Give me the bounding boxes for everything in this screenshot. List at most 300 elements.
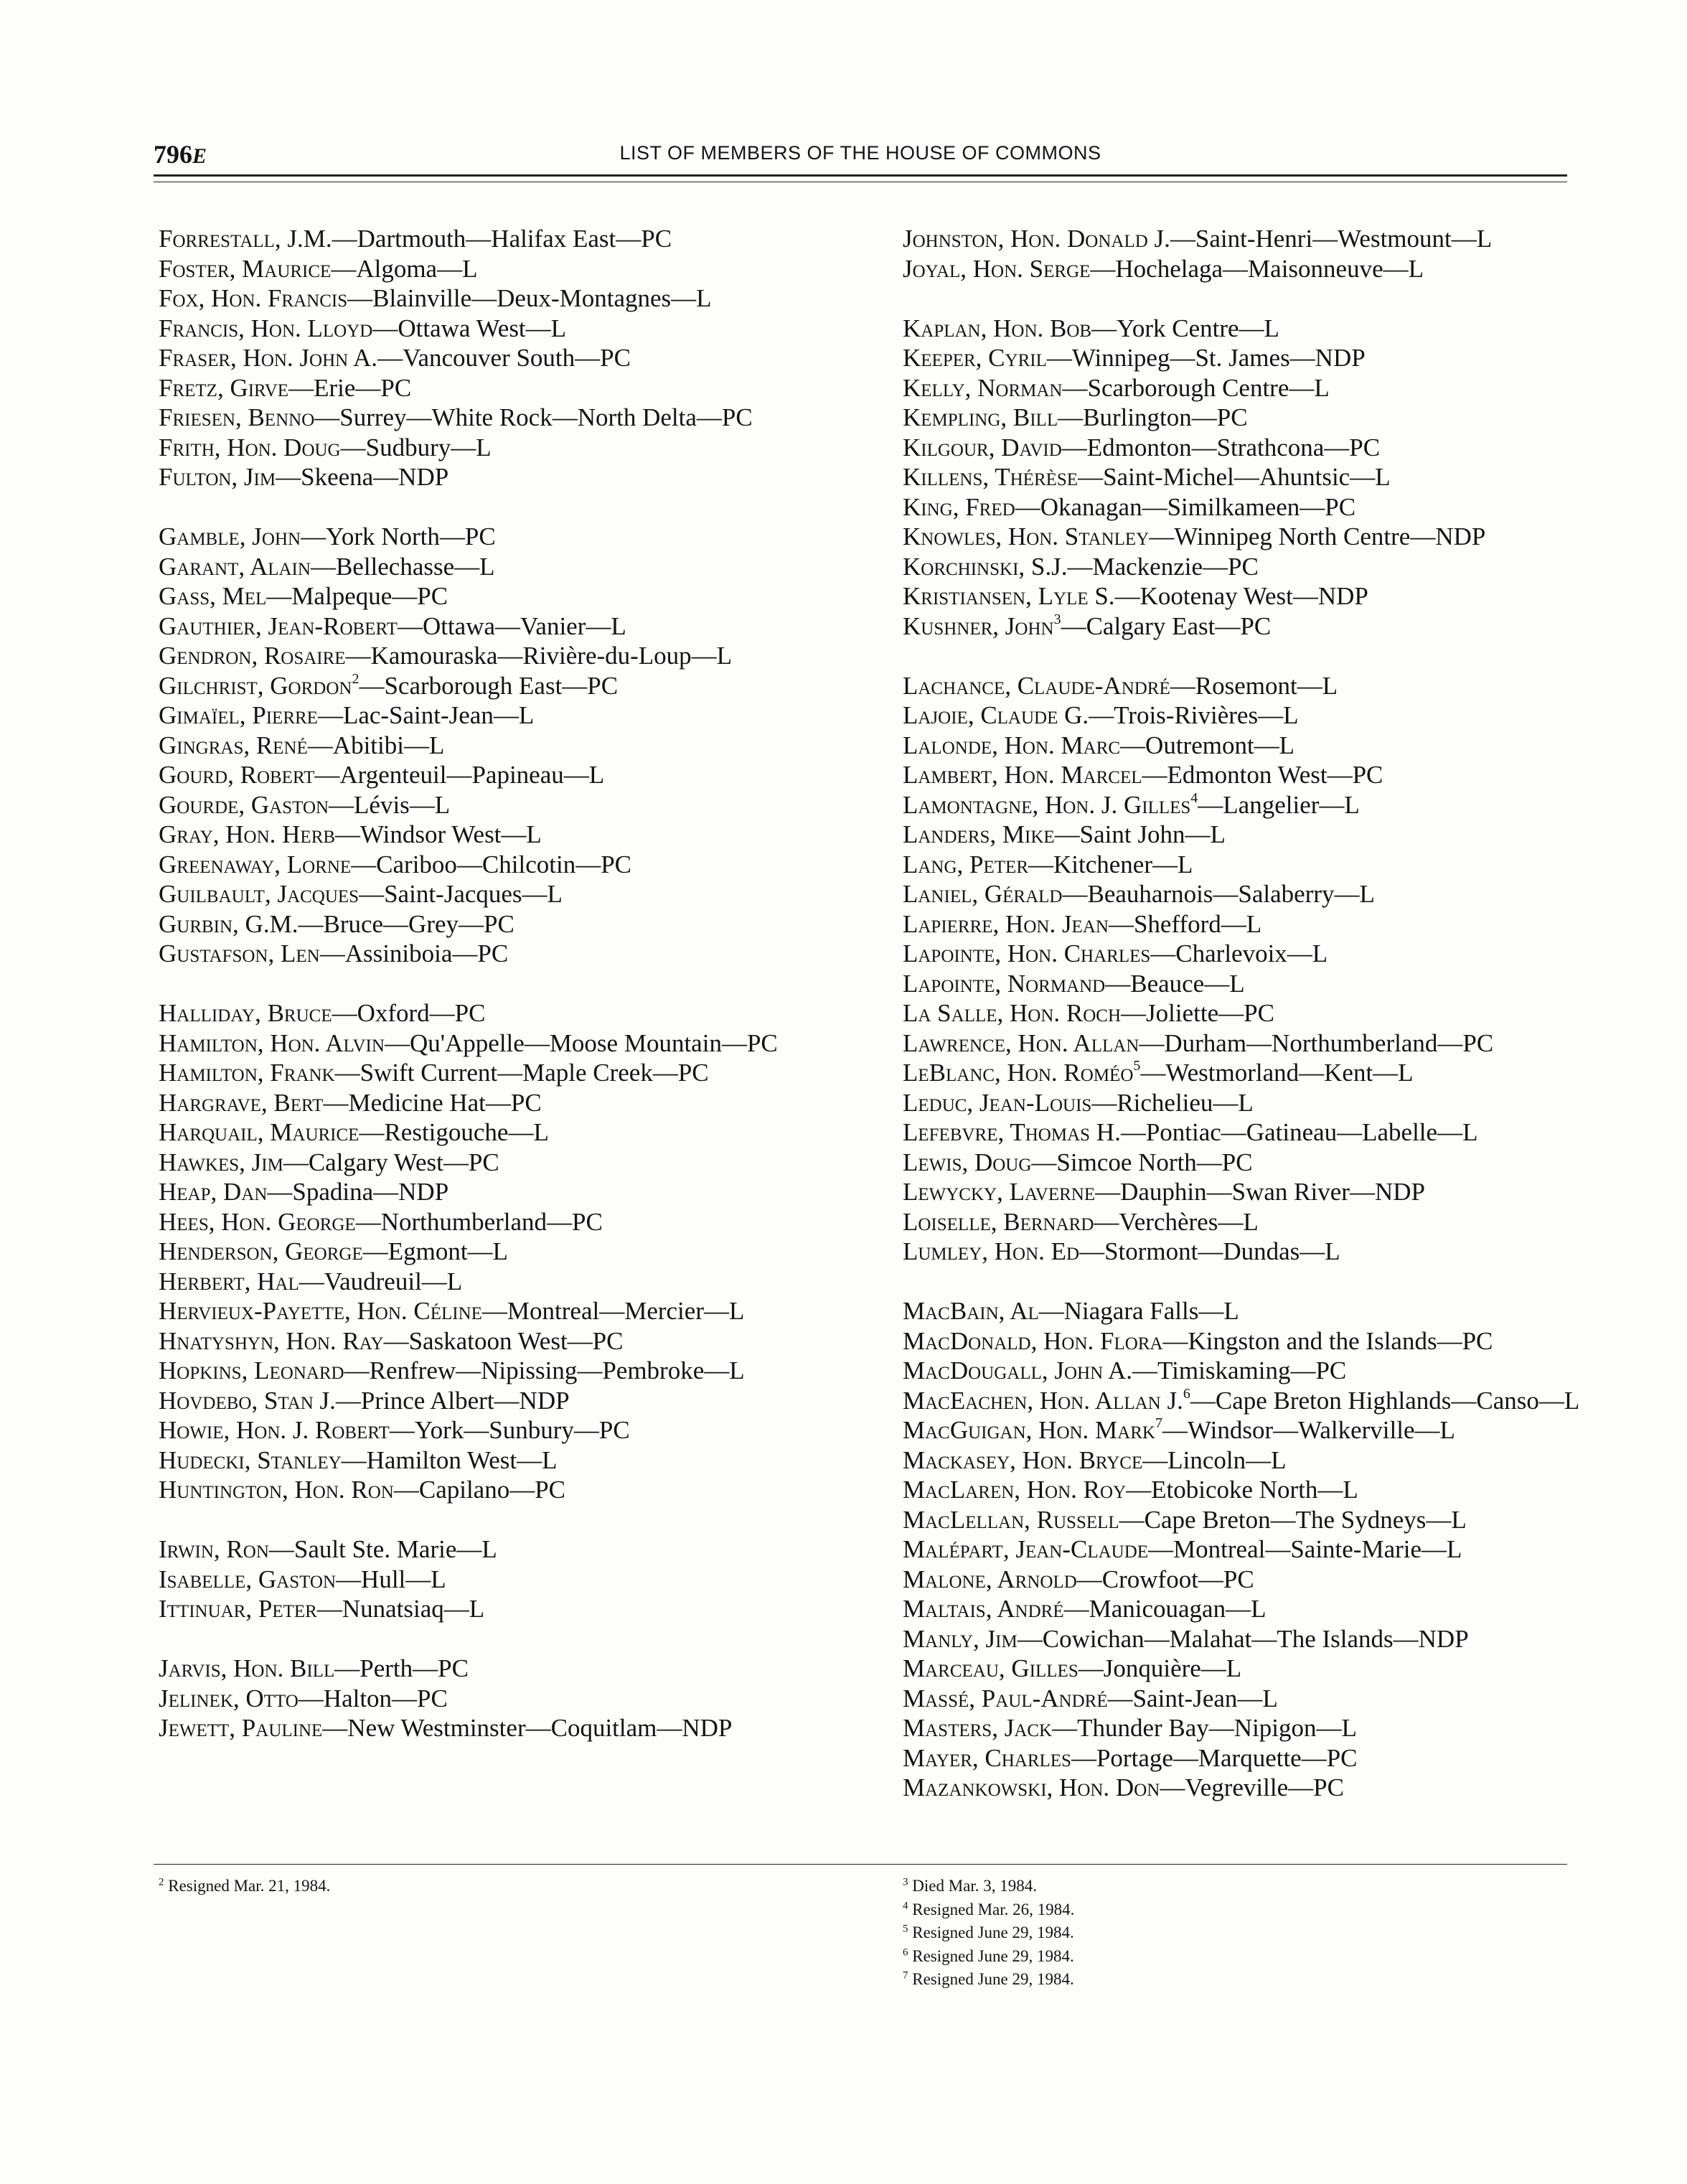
member-name: Hawkes, Jim (159, 1148, 283, 1176)
member-name: Lumley, Hon. Ed (903, 1237, 1080, 1265)
riding-party: —Dartmouth—Halifax East—PC (332, 225, 672, 253)
footnote-text: Resigned June 29, 1984. (908, 1970, 1074, 1988)
member-name: Howie, Hon. J. Robert (159, 1416, 390, 1444)
member-name: Kaplan, Hon. Bob (903, 314, 1092, 342)
member-name: Knowles, Hon. Stanley (903, 522, 1150, 550)
riding-party: —Argenteuil—Papineau—L (314, 761, 605, 789)
member-entry (159, 1267, 862, 1297)
footnote-number: 3 (903, 1876, 908, 1888)
member-name: Mazankowski, Hon. Don (903, 1773, 1160, 1801)
riding-party: —York—Sunbury—PC (389, 1416, 630, 1444)
member-entry (903, 1356, 1606, 1386)
member-name: Henderson, George (159, 1237, 363, 1265)
footnote-text: Resigned June 29, 1984. (908, 1946, 1074, 1965)
member-entry (159, 1177, 862, 1207)
riding-party: —Renfrew—Nipissing—Pembroke—L (344, 1356, 745, 1384)
riding-party: —Kootenay West—NDP (1114, 582, 1368, 610)
running-title: LIST OF MEMBERS OF THE HOUSE OF COMMONS (619, 142, 1101, 164)
footnote-text: Resigned Mar. 26, 1984. (908, 1900, 1075, 1918)
riding-party: —Simcoe North—PC (1031, 1148, 1253, 1176)
footnote-ref: 3 (1053, 611, 1061, 627)
member-name: Malépart, Jean-Claude (903, 1535, 1149, 1563)
riding-party: —Rosemont—L (1170, 671, 1338, 700)
riding-party: —Beauce—L (1105, 969, 1245, 998)
member-name: Gurbin, G.M. (159, 909, 299, 938)
member-entry (159, 433, 862, 463)
member-name: Lapointe, Hon. Charles (903, 939, 1151, 967)
member-entry (903, 343, 1606, 373)
footnote-number: 2 (159, 1876, 164, 1888)
riding-party: —Niagara Falls—L (1038, 1297, 1239, 1325)
member-name: Gilchrist, Gordon (159, 671, 352, 700)
page-number: 796E (154, 140, 207, 169)
member-entry (903, 611, 1606, 642)
member-entry (159, 820, 862, 850)
riding-party: —Saint John—L (1054, 820, 1226, 848)
member-name: Garant, Alain (159, 552, 311, 581)
member-entry (159, 790, 862, 820)
riding-party: —Ottawa—Vanier—L (397, 611, 626, 640)
member-name: Lalonde, Hon. Marc (903, 731, 1121, 759)
riding-party: —Vaudreuil—L (299, 1267, 463, 1295)
riding-party: —Shefford—L (1108, 909, 1262, 938)
member-name: Ittinuar, Peter (159, 1595, 317, 1623)
member-name: Hamilton, Hon. Alvin (159, 1028, 385, 1057)
member-entry (903, 1773, 1606, 1803)
riding-party: —Manicouagan—L (1063, 1595, 1267, 1623)
riding-party: —Westmorland—Kent—L (1140, 1059, 1414, 1087)
riding-party: —Lévis—L (329, 790, 451, 819)
member-name: MacGuigan, Hon. Mark (903, 1416, 1155, 1444)
member-entry (159, 403, 862, 433)
section-gap (159, 1505, 862, 1535)
member-entry (903, 1684, 1606, 1714)
riding-party: —Pontiac—Gatineau—Labelle—L (1120, 1118, 1478, 1146)
member-name: Frith, Hon. Doug (159, 433, 341, 461)
riding-party: —Stormont—Dundas—L (1079, 1237, 1340, 1265)
footnote-text: Died Mar. 3, 1984. (908, 1877, 1038, 1895)
member-name: Francis, Hon. Lloyd (159, 314, 373, 342)
member-name: Killens, Thérèse (903, 463, 1079, 491)
member-entry (903, 1654, 1606, 1684)
riding-party: —Northumberland—PC (355, 1207, 603, 1236)
riding-party: —Edmonton—Strathcona—PC (1061, 433, 1381, 461)
member-entry (159, 1237, 862, 1267)
riding-party: —Egmont—L (362, 1237, 508, 1265)
riding-party: —Kamouraska—Rivière-du-Loup—L (345, 642, 733, 670)
member-name: Harquail, Maurice (159, 1118, 360, 1146)
footnote-ref: 4 (1190, 789, 1198, 806)
member-name: Gimaïel, Pierre (159, 701, 318, 729)
footnote-number: 7 (903, 1969, 908, 1982)
member-name: Marceau, Gilles (903, 1654, 1079, 1682)
member-name: Greenaway, Lorne (159, 850, 352, 878)
section-gap (159, 492, 862, 522)
riding-party: —Edmonton West—PC (1142, 761, 1383, 789)
riding-party: —Charlevoix—L (1150, 939, 1328, 967)
riding-party: —Windsor—Walkerville—L (1162, 1416, 1455, 1444)
member-name: Mayer, Charles (903, 1743, 1071, 1772)
riding-party: —Trois-Rivières—L (1089, 701, 1299, 729)
header-rule-thick (154, 174, 1567, 177)
member-name: Gauthier, Jean-Robert (159, 611, 398, 640)
member-name: Gamble, John (159, 522, 301, 550)
member-name: Heap, Dan (159, 1178, 268, 1206)
member-entry (159, 314, 862, 344)
member-name: Kushner, John (903, 611, 1054, 640)
member-name: Keeper, Cyril (903, 344, 1047, 372)
member-entry (903, 700, 1606, 731)
member-entry (903, 1028, 1606, 1059)
member-entry (159, 731, 862, 761)
member-name: Lang, Peter (903, 850, 1028, 878)
riding-party: —Algoma—L (331, 254, 478, 283)
member-entry (903, 1058, 1606, 1088)
member-name: Landers, Mike (903, 820, 1055, 848)
riding-party: —Saint-Michel—Ahuntsic—L (1078, 463, 1391, 491)
member-entry (903, 1296, 1606, 1326)
member-name: Hargrave, Bert (159, 1088, 324, 1117)
riding-party: —Durham—Northumberland—PC (1139, 1028, 1494, 1057)
member-entry (159, 641, 862, 671)
riding-party: —Crowfoot—PC (1076, 1565, 1254, 1593)
riding-party: —Skeena—NDP (276, 463, 449, 491)
riding-party: —Saint-Jean—L (1107, 1684, 1278, 1712)
member-entry (159, 1415, 862, 1445)
member-name: Lawrence, Hon. Allan (903, 1028, 1139, 1057)
riding-party: —New Westminster—Coquitlam—NDP (322, 1714, 733, 1742)
member-entry (903, 1505, 1606, 1535)
member-entry (903, 1713, 1606, 1743)
member-entry (903, 998, 1606, 1028)
member-entry (159, 373, 862, 403)
member-name: Mackasey, Hon. Bryce (903, 1445, 1143, 1474)
riding-party: —Saint-Jacques—L (359, 880, 563, 908)
member-name: Manly, Jim (903, 1624, 1018, 1653)
riding-party: —Halton—PC (298, 1684, 448, 1712)
section-gap (159, 969, 862, 999)
riding-party: —Vancouver South—PC (377, 344, 631, 372)
member-entry (159, 939, 862, 969)
member-entry (903, 433, 1606, 463)
member-name: Jelinek, Otto (159, 1684, 299, 1712)
member-name: Massé, Paul-André (903, 1684, 1108, 1712)
riding-party: —Timiskaming—PC (1132, 1356, 1347, 1384)
member-entry (159, 552, 862, 582)
member-entry (903, 939, 1606, 969)
member-entry (903, 1624, 1606, 1654)
member-name: Fretz, Girve (159, 373, 289, 402)
member-name: Halliday, Bruce (159, 999, 332, 1027)
member-entry (159, 879, 862, 909)
member-entry (159, 1326, 862, 1356)
member-name: La Salle, Hon. Roch (903, 999, 1122, 1027)
member-name: Johnston, Hon. Donald J. (903, 225, 1170, 253)
member-name: Maltais, André (903, 1595, 1064, 1623)
riding-party: —Cape Breton Highlands—Canso—L (1190, 1386, 1580, 1415)
member-name: Hervieux-Payette, Hon. Céline (159, 1297, 482, 1325)
member-name: Masters, Jack (903, 1714, 1053, 1742)
riding-party: —Ottawa West—L (372, 314, 567, 342)
member-name: Gendron, Rosaire (159, 642, 346, 670)
member-entry (903, 1207, 1606, 1237)
riding-party: —Etobicoke North—L (1126, 1476, 1358, 1504)
section-gap (159, 1624, 862, 1654)
footnote-ref: 2 (352, 670, 360, 687)
member-name: Herbert, Hal (159, 1267, 299, 1295)
member-entry (903, 731, 1606, 761)
riding-party: —Malpeque—PC (266, 582, 448, 610)
riding-party: —Winnipeg—St. James—NDP (1046, 344, 1366, 372)
riding-party: —Lincoln—L (1142, 1445, 1287, 1474)
member-name: Jewett, Pauline (159, 1714, 323, 1742)
riding-party: —Scarborough Centre—L (1062, 373, 1330, 402)
riding-party: —Bellechasse—L (310, 552, 495, 581)
member-name: Gray, Hon. Herb (159, 820, 336, 848)
member-entry (159, 254, 862, 284)
riding-party: —Nunatsiaq—L (316, 1595, 485, 1623)
member-name: Lewis, Doug (903, 1148, 1032, 1176)
riding-party: —Medicine Hat—PC (323, 1088, 542, 1117)
footnote (903, 1968, 1074, 1992)
member-entry (903, 581, 1606, 611)
member-name: LeBlanc, Hon. Roméo (903, 1059, 1134, 1087)
riding-party: —Hochelaga—Maisonneuve—L (1090, 254, 1424, 283)
member-entry (903, 909, 1606, 939)
member-entry (903, 373, 1606, 403)
riding-party: —Saskatoon West—PC (383, 1326, 624, 1355)
member-name: Gourde, Gaston (159, 790, 329, 819)
member-entry (159, 850, 862, 880)
riding-party: —Restigouche—L (359, 1118, 549, 1146)
member-entry (159, 1356, 862, 1386)
riding-party: —Capilano—PC (393, 1476, 566, 1504)
member-entry (159, 909, 862, 939)
member-entry (903, 254, 1606, 284)
member-entry (159, 283, 862, 314)
member-name: Fraser, Hon. John A. (159, 344, 378, 372)
footnote-text: Resigned Mar. 21, 1984. (164, 1877, 331, 1895)
member-name: King, Fred (903, 492, 1015, 521)
footnote-number: 6 (903, 1946, 908, 1958)
riding-party: —Hamilton West—L (341, 1445, 558, 1474)
member-entry (159, 1296, 862, 1326)
riding-party: —Montreal—Sainte-Marie—L (1148, 1535, 1462, 1563)
member-entry (903, 850, 1606, 880)
member-entry (903, 879, 1606, 909)
member-entry (903, 820, 1606, 850)
member-entry (159, 1088, 862, 1118)
member-entry (159, 1058, 862, 1088)
member-name: Isabelle, Gaston (159, 1565, 337, 1593)
member-entry (903, 1534, 1606, 1565)
member-name: Hamilton, Frank (159, 1059, 335, 1087)
page-header (154, 135, 1567, 171)
member-name: Friesen, Benno (159, 403, 315, 431)
riding-party: —Kitchener—L (1028, 850, 1193, 878)
riding-party: —Calgary East—PC (1061, 611, 1272, 640)
riding-party: —Kingston and the Islands—PC (1162, 1326, 1493, 1355)
member-entry (903, 403, 1606, 433)
footnote (159, 1875, 330, 1898)
member-name: MacLaren, Hon. Roy (903, 1476, 1127, 1504)
riding-party: —Thunder Bay—Nipigon—L (1052, 1714, 1357, 1742)
member-name: Hees, Hon. George (159, 1207, 356, 1236)
member-name: Leduc, Jean-Louis (903, 1088, 1092, 1117)
members-column-right (903, 224, 1606, 1803)
riding-party: —Sault Ste. Marie—L (268, 1535, 497, 1563)
section-gap (903, 641, 1606, 671)
member-name: Lewycky, Laverne (903, 1178, 1096, 1206)
riding-party: —Beauharnois—Salaberry—L (1062, 880, 1375, 908)
riding-party: —Montreal—Mercier—L (481, 1297, 745, 1325)
member-entry (159, 1386, 862, 1416)
members-column-left (159, 224, 862, 1743)
member-entry (903, 1237, 1606, 1267)
member-name: Hopkins, Leonard (159, 1356, 344, 1384)
riding-party: —Burlington—PC (1058, 403, 1248, 431)
member-name: Irwin, Ron (159, 1535, 269, 1563)
member-name: Gingras, René (159, 731, 308, 759)
riding-party: —Joliette—PC (1121, 999, 1274, 1027)
member-name: Lachance, Claude-André (903, 671, 1170, 700)
riding-party: —Bruce—Grey—PC (298, 909, 514, 938)
member-entry (903, 1386, 1606, 1416)
member-name: Lefebvre, Thomas H. (903, 1118, 1121, 1146)
riding-party: —Surrey—White Rock—North Delta—PC (314, 403, 753, 431)
member-name: MacLellan, Russell (903, 1505, 1119, 1534)
riding-party: —Calgary West—PC (283, 1148, 499, 1176)
riding-party: —Portage—Marquette—PC (1071, 1743, 1358, 1772)
riding-party: —Verchères—L (1094, 1207, 1259, 1236)
member-entry (903, 1177, 1606, 1207)
member-entry (159, 671, 862, 701)
footnotes-right (903, 1875, 1074, 1992)
section-gap (903, 283, 1606, 314)
member-entry (159, 1148, 862, 1178)
riding-party: —Perth—PC (334, 1654, 469, 1682)
member-name: MacEachen, Hon. Allan J. (903, 1386, 1183, 1415)
member-entry (903, 1326, 1606, 1356)
member-name: Korchinski, S.J. (903, 552, 1068, 581)
riding-party: —Jonquière—L (1078, 1654, 1242, 1682)
riding-party: —Oxford—PC (332, 999, 486, 1027)
member-name: Laniel, Gérald (903, 880, 1063, 908)
riding-party: —Scarborough East—PC (359, 671, 619, 700)
member-entry (903, 1088, 1606, 1118)
member-name: Huntington, Hon. Ron (159, 1476, 394, 1504)
member-name: Hudecki, Stanley (159, 1445, 342, 1474)
member-entry (903, 1148, 1606, 1178)
member-name: MacBain, Al (903, 1297, 1039, 1325)
riding-party: —Spadina—NDP (267, 1178, 449, 1206)
riding-party: —Winnipeg North Centre—NDP (1149, 522, 1486, 550)
member-entry (159, 1207, 862, 1237)
member-name: Guilbault, Jacques (159, 880, 360, 908)
footnote-number: 4 (903, 1899, 908, 1911)
member-entry (903, 671, 1606, 701)
member-entry (159, 1445, 862, 1476)
member-entry (903, 522, 1606, 552)
member-name: Kelly, Norman (903, 373, 1063, 402)
member-name: Kempling, Bill (903, 403, 1058, 431)
footnote-text: Resigned June 29, 1984. (908, 1923, 1074, 1941)
section-gap (903, 1267, 1606, 1297)
member-name: Jarvis, Hon. Bill (159, 1654, 335, 1682)
member-entry (903, 790, 1606, 820)
footnote-number: 5 (903, 1923, 908, 1935)
riding-party: —Cape Breton—The Sydneys—L (1119, 1505, 1467, 1534)
member-entry (159, 522, 862, 552)
footnote-ref: 7 (1155, 1415, 1162, 1432)
footnote-ref: 6 (1183, 1385, 1190, 1402)
member-name: Hnatyshyn, Hon. Ray (159, 1326, 384, 1355)
footnote (903, 1898, 1074, 1922)
member-entry (903, 1415, 1606, 1445)
member-name: Lapointe, Normand (903, 969, 1106, 998)
riding-party: —Outremont—L (1120, 731, 1295, 759)
riding-party: —Langelier—L (1198, 790, 1360, 819)
riding-party: —Lac-Saint-Jean—L (317, 701, 535, 729)
member-entry (903, 552, 1606, 582)
member-entry (159, 1475, 862, 1505)
member-entry (903, 462, 1606, 492)
member-name: Lajoie, Claude G. (903, 701, 1089, 729)
member-entry (903, 1475, 1606, 1505)
member-name: Gourd, Robert (159, 761, 315, 789)
member-entry (903, 1445, 1606, 1476)
riding-party: —Qu'Appelle—Moose Mountain—PC (384, 1028, 778, 1057)
member-name: Fox, Hon. Francis (159, 284, 348, 312)
footnote (903, 1921, 1074, 1945)
member-entry (159, 462, 862, 492)
footnote (903, 1945, 1074, 1969)
member-name: Loiselle, Bernard (903, 1207, 1094, 1236)
member-entry (903, 1565, 1606, 1595)
member-name: Malone, Arnold (903, 1565, 1077, 1593)
member-entry (903, 969, 1606, 999)
riding-party: —Saint-Henri—Westmount—L (1170, 225, 1493, 253)
member-entry (159, 1713, 862, 1743)
member-name: Forrestall, J.M. (159, 225, 332, 253)
riding-party: —Windsor West—L (335, 820, 542, 848)
riding-party: —Okanagan—Similkameen—PC (1015, 492, 1356, 521)
member-name: Kristiansen, Lyle S. (903, 582, 1115, 610)
member-name: Foster, Maurice (159, 254, 332, 283)
member-entry (159, 760, 862, 790)
member-entry (159, 998, 862, 1028)
footnotes-left (159, 1875, 330, 1898)
riding-party: —Assiniboia—PC (319, 939, 509, 967)
member-entry (903, 314, 1606, 344)
member-name: Lambert, Hon. Marcel (903, 761, 1142, 789)
member-entry (159, 1028, 862, 1059)
member-entry (903, 224, 1606, 254)
member-entry (159, 1654, 862, 1684)
riding-party: —Swift Current—Maple Creek—PC (334, 1059, 709, 1087)
member-name: Gustafson, Len (159, 939, 320, 967)
riding-party: —Cowichan—Malahat—The Islands—NDP (1017, 1624, 1469, 1653)
riding-party: —Cariboo—Chilcotin—PC (351, 850, 632, 878)
riding-party: —Sudbury—L (340, 433, 492, 461)
member-entry (903, 760, 1606, 790)
member-entry (903, 492, 1606, 522)
member-entry (903, 1117, 1606, 1148)
member-entry (159, 1565, 862, 1595)
riding-party: —York Centre—L (1091, 314, 1279, 342)
member-entry (159, 343, 862, 373)
member-entry (159, 1684, 862, 1714)
